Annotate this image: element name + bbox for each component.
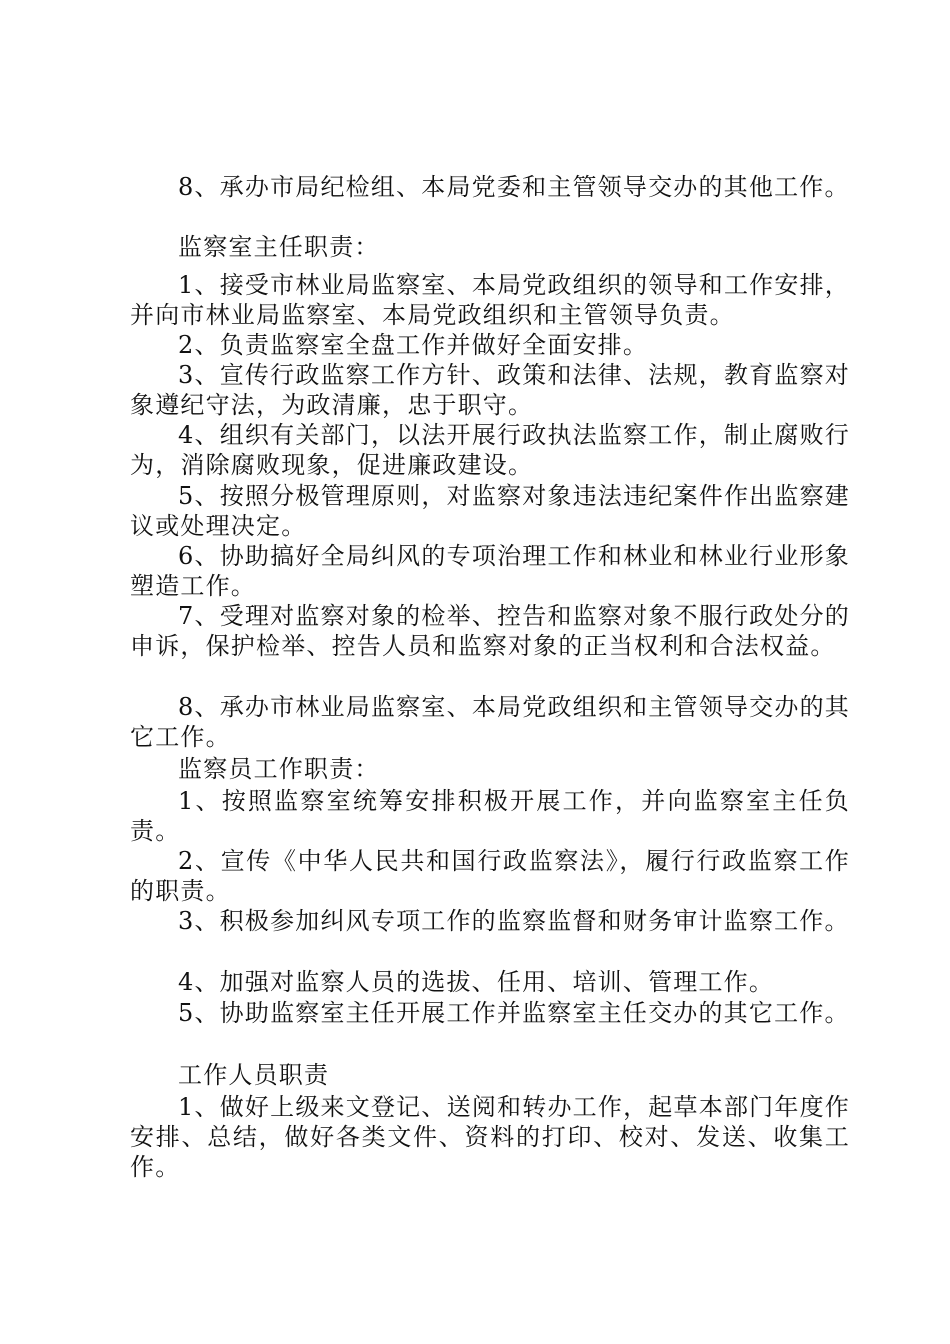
paragraph-director-5: 5、按照分极管理原则，对监察对象违法违纪案件作出监察建议或处理决定。 <box>130 482 850 540</box>
paragraph-inspector-1: 1、按照监察室统筹安排积极开展工作，并向监察室主任负责。 <box>130 787 850 845</box>
paragraph-director-3: 3、宣传行政监察工作方针、政策和法律、法规，教育监察对象遵纪守法，为政清廉，忠于职守。 <box>130 361 850 419</box>
paragraph-inspector-4: 4、加强对监察人员的选拔、任用、培训、管理工作。 <box>178 968 775 996</box>
paragraph-staff-1: 1、做好上级来文登记、送阅和转办工作，起草本部门年度作安排、总结，做好各类文件、资料的打印、校对、发送、收集工作。 <box>130 1093 850 1181</box>
section-heading-inspector: 监察员工作职责： <box>178 755 380 783</box>
paragraph-director-6: 6、协助搞好全局纠风的专项治理工作和林业和林业行业形象塑造工作。 <box>130 542 850 600</box>
section-heading-director: 监察室主任职责： <box>178 233 380 261</box>
paragraph-director-4: 4、组织有关部门，以法开展行政执法监察工作，制止腐败行为，消除腐败现象，促进廉政建设。 <box>130 421 850 479</box>
paragraph-director-8: 8、承办市林业局监察室、本局党政组织和主管领导交办的其它工作。 <box>130 693 850 751</box>
section-heading-staff: 工作人员职责 <box>178 1061 330 1089</box>
paragraph-inspector-5: 5、协助监察室主任开展工作并监察室主任交办的其它工作。 <box>178 999 850 1027</box>
paragraph-duty-8: 8、承办市局纪检组、本局党委和主管领导交办的其他工作。 <box>178 173 850 201</box>
paragraph-inspector-2: 2、宣传《中华人民共和国行政监察法》，履行行政监察工作的职责。 <box>130 847 850 905</box>
paragraph-director-7: 7、受理对监察对象的检举、控告和监察对象不服行政处分的申诉，保护检举、控告人员和监察对象的正当权利和合法权益。 <box>130 602 850 660</box>
paragraph-inspector-3: 3、积极参加纠风专项工作的监察监督和财务审计监察工作。 <box>178 907 850 935</box>
paragraph-director-1: 1、接受市林业局监察室、本局党政组织的领导和工作安排，并向市林业局监察室、本局党政组织和主管领导负责。 <box>130 271 850 329</box>
paragraph-director-2: 2、负责监察室全盘工作并做好全面安排。 <box>178 331 649 359</box>
